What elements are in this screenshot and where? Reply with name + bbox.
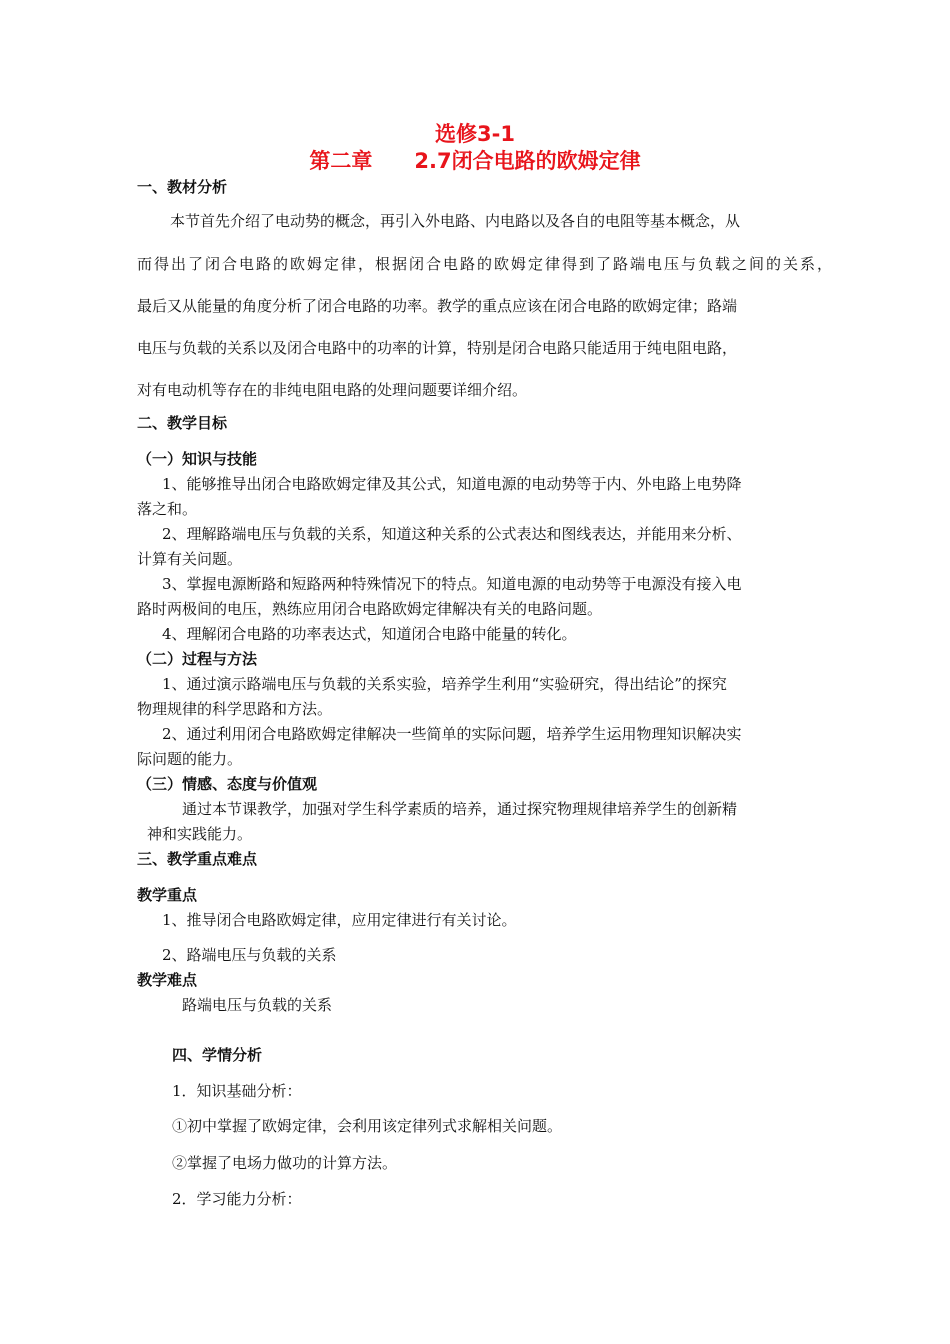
section-heading: 三、教学重点难点 bbox=[137, 850, 258, 868]
list-item: ①初中掌握了欧姆定律，会利用该定律列式求解相关问题。 bbox=[172, 1117, 563, 1135]
paragraph-line: 电压与负载的关系以及闭合电路中的功率的计算，特别是闭合电路只能适用于纯电阻电路， bbox=[137, 339, 738, 357]
paragraph-line: 路时两极间的电压，熟练应用闭合电路欧姆定律解决有关的电路问题。 bbox=[137, 600, 603, 618]
list-item: 2．学习能力分析： bbox=[172, 1190, 302, 1208]
paragraph-line: 落之和。 bbox=[137, 500, 198, 518]
paragraph-line: 3、掌握电源断路和短路两种特殊情况下的特点。知道电源的电动势等于电源没有接入电 bbox=[162, 575, 742, 593]
paragraph-line: 本节首先介绍了电动势的概念，再引入外电路、内电路以及各自的电阻等基本概念，从 bbox=[170, 212, 741, 230]
paragraph-line: 物理规律的科学思路和方法。 bbox=[137, 700, 333, 718]
list-item: ②掌握了电场力做功的计算方法。 bbox=[172, 1154, 398, 1172]
subsection-heading: （一）知识与技能 bbox=[137, 450, 258, 468]
paragraph-line: 4、理解闭合电路的功率表达式，知道闭合电路中能量的转化。 bbox=[162, 625, 577, 643]
paragraph-line: 通过本节课教学，加强对学生科学素质的培养，通过探究物理规律培养学生的创新精 bbox=[182, 800, 738, 818]
section-heading: 四、学情分析 bbox=[172, 1046, 263, 1064]
paragraph-line: 际问题的能力。 bbox=[137, 750, 243, 768]
section-heading: 一、教材分析 bbox=[137, 178, 228, 196]
subsection-heading: （三）情感、态度与价值观 bbox=[137, 775, 318, 793]
paragraph-line: 2、路端电压与负载的关系 bbox=[162, 946, 337, 964]
paragraph-line: 神和实践能力。 bbox=[147, 825, 253, 843]
label-difficulties: 教学难点 bbox=[137, 971, 198, 989]
paragraph-line: 2、理解路端电压与负载的关系，知道这种关系的公式表达和图线表达，并能用来分析、 bbox=[162, 525, 742, 543]
label-key-points: 教学重点 bbox=[137, 886, 198, 904]
paragraph-line: 2、通过利用闭合电路欧姆定律解决一些简单的实际问题，培养学生运用物理知识解决实 bbox=[162, 725, 742, 743]
paragraph-line: 1、推导闭合电路欧姆定律，应用定律进行有关讨论。 bbox=[162, 911, 517, 929]
doc-title-line2: 第二章 2.7闭合电路的欧姆定律 bbox=[309, 149, 641, 173]
paragraph-line: 对有电动机等存在的非纯电阻电路的处理问题要详细介绍。 bbox=[137, 381, 528, 399]
paragraph-line: 1、通过演示路端电压与负载的关系实验，培养学生利用“实验研究，得出结论”的探究 bbox=[162, 675, 727, 693]
paragraph-line: 最后又从能量的角度分析了闭合电路的功率。教学的重点应该在闭合电路的欧姆定律；路端 bbox=[137, 297, 738, 315]
section-heading: 二、教学目标 bbox=[137, 414, 228, 432]
doc-title-line1: 选修3-1 bbox=[435, 122, 515, 146]
paragraph-line: 1、能够推导出闭合电路欧姆定律及其公式，知道电源的电动势等于内、外电路上电势降 bbox=[162, 475, 742, 493]
subsection-heading: （二）过程与方法 bbox=[137, 650, 258, 668]
paragraph-line: 路端电压与负载的关系 bbox=[182, 996, 333, 1014]
list-item: 1．知识基础分析： bbox=[172, 1082, 302, 1100]
paragraph-line: 计算有关问题。 bbox=[137, 550, 243, 568]
paragraph-line: 而得出了闭合电路的欧姆定律，根据闭合电路的欧姆定律得到了路端电压与负载之间的关系， bbox=[137, 255, 832, 273]
